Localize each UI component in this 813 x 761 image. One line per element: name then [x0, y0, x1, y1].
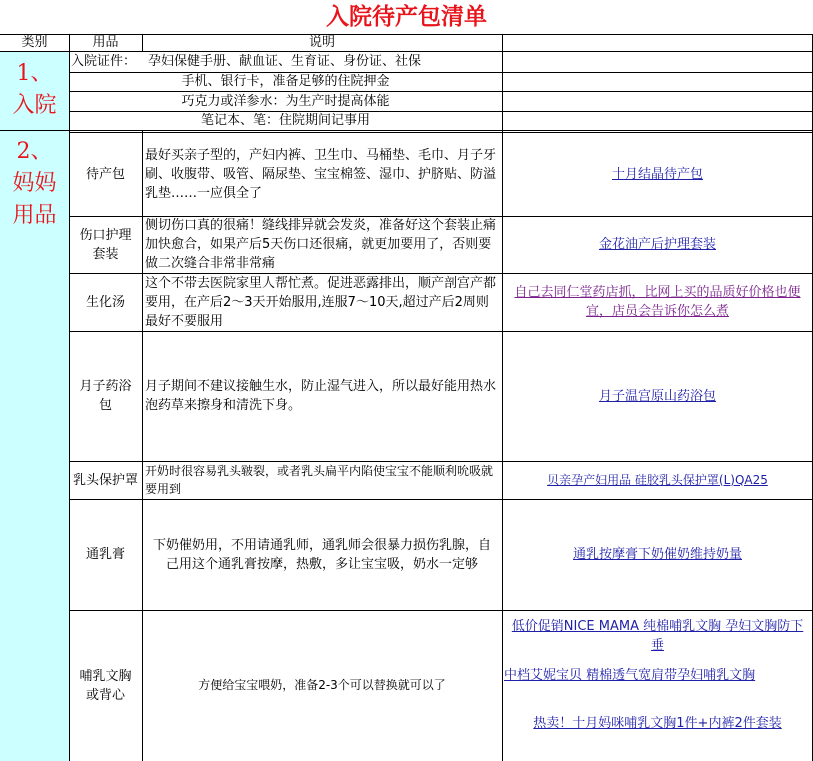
grid-line [0, 130, 813, 131]
link-cell-wound-care [502, 216, 813, 273]
grid-line [69, 91, 813, 92]
grid-line [69, 331, 813, 332]
category-admission [0, 58, 69, 122]
category-mom-supplies [0, 136, 69, 232]
desc-herbal-soup: 这个不带去医院家里人帮忙煮。促进恶露排出，顺产剖宫产都要用，在产后2～3天开始服用,连服7～10天,超过产后2周则最好不要服用 [145, 275, 497, 329]
link-lactation-cream[interactable]: 通乳按摩膏下奶催奶维持奶量 [572, 547, 742, 562]
link-cell-nipple-shield [502, 461, 813, 499]
item-nipple-shield: 乳头保护罩 [72, 472, 138, 488]
link-nursing-bra-set[interactable]: 热卖！十月妈咪哺乳文胸1件+内裤2件套装 [533, 715, 782, 731]
category-mom-label-2: 用品 [12, 203, 57, 228]
link-cell-nursing-bra-2 [504, 662, 813, 688]
grid-line [69, 273, 813, 274]
header-item: 用品 [92, 35, 119, 50]
desc-delivery-kit: 最好买亲子型的，产妇内裤、卫生巾、马桶垫、毛巾、月子牙刷、收腹带、吸管、隔尿垫、宝宝棉签、湿巾、护脐贴、防溢乳垫……一应俱全了 [145, 147, 497, 201]
admission-phone-desc: 手机、银行卡，准备足够的住院押金 [181, 74, 390, 89]
desc-nursing-bra: 方便给宝宝喂奶，准备2-3个可以替换就可以了 [198, 678, 446, 692]
link-cell-herbal-soup [502, 273, 813, 331]
desc-nipple-shield: 开奶时很容易乳头皲裂，或者乳头扁平内陷使宝宝不能顺利吮吸就要用到 [145, 464, 494, 496]
grid-line [69, 132, 813, 133]
item-herbal-soup: 生化汤 [85, 294, 125, 310]
link-cell-delivery-kit [502, 132, 813, 216]
grid-line [69, 216, 813, 217]
link-delivery-kit[interactable]: 十月结晶待产包 [611, 166, 703, 182]
grid-line [502, 34, 503, 761]
grid-line [69, 111, 813, 112]
grid-line [69, 461, 813, 462]
category-admission-label: 入院 [12, 93, 57, 118]
category-admission-number: 1、 [16, 61, 53, 86]
link-cell-nursing-bra-1 [502, 614, 813, 658]
page-title: 入院待产包清单 [326, 3, 487, 30]
link-cell-herbal-bath [502, 331, 813, 461]
item-herbal-bath: 月子药浴包 [79, 379, 132, 413]
header-description: 说明 [308, 35, 335, 50]
grid-line [142, 130, 143, 761]
desc-lactation-cream: 下奶催奶用，不用请通乳师，通乳师会很暴力损伤乳腺，自己用这个通乳膏按摩，热敷，多让宝宝吸，奶水一定够 [152, 537, 491, 572]
link-herbal-bath[interactable]: 月子温宫原山药浴包 [598, 388, 716, 404]
grid-line [142, 34, 143, 51]
item-wound-care: 伤口护理套装 [79, 227, 132, 262]
link-cell-nursing-bra-3 [502, 710, 813, 736]
link-cell-lactation-cream [502, 499, 813, 610]
desc-herbal-bath: 月子期间不建议接触生水，防止湿气进入，所以最好能用热水泡药草来擦身和清洗下身。 [145, 379, 497, 413]
item-nursing-bra: 哺乳文胸或背心 [79, 668, 132, 703]
grid-line [0, 51, 813, 52]
category-mom-label-1: 妈妈 [12, 171, 57, 196]
admission-documents-label: 入院证件： [71, 54, 137, 69]
link-wound-care[interactable]: 金花油产后护理套装 [598, 237, 716, 252]
grid-line [69, 610, 813, 611]
admission-chocolate-desc: 巧克力或洋参水：为生产时提高体能 [181, 93, 390, 109]
item-delivery-kit: 待产包 [85, 166, 125, 182]
link-nursing-bra-midrange[interactable]: 中档艾妮宝贝 精棉透气宽肩带孕妇哺乳文胸 [504, 667, 756, 683]
grid-line [69, 499, 813, 500]
link-nipple-shield[interactable]: 贝亲孕产妇用品 硅胶乳头保护罩(L)QA25 [547, 472, 768, 487]
desc-wound-care: 侧切伤口真的很痛！缝线排异就会发炎，准备好这个套装止痛加快愈合，如果产后5天伤口还很痛，就更加要用了，否则要做二次缝合非常非常痛 [145, 218, 497, 271]
grid-line [69, 34, 70, 761]
grid-line [69, 72, 813, 73]
admission-notebook-desc: 笔记本、笔：住院期间记事用 [200, 113, 370, 128]
header-category: 类别 [21, 35, 48, 50]
link-herbal-soup[interactable]: 自己去同仁堂药店抓，比网上买的品质好价格也便宜，店员会告诉你怎么煮 [514, 285, 801, 319]
link-nursing-bra-budget[interactable]: 低价促销NICE MAMA 纯棉哺乳文胸 孕妇文胸防下垂 [511, 619, 804, 653]
item-lactation-cream: 通乳膏 [85, 547, 125, 562]
category-mom-number: 2、 [16, 139, 53, 164]
admission-documents-desc: 孕妇保健手册、献血证、生育证、身份证、社保 [148, 54, 422, 69]
grid-line [0, 34, 813, 35]
